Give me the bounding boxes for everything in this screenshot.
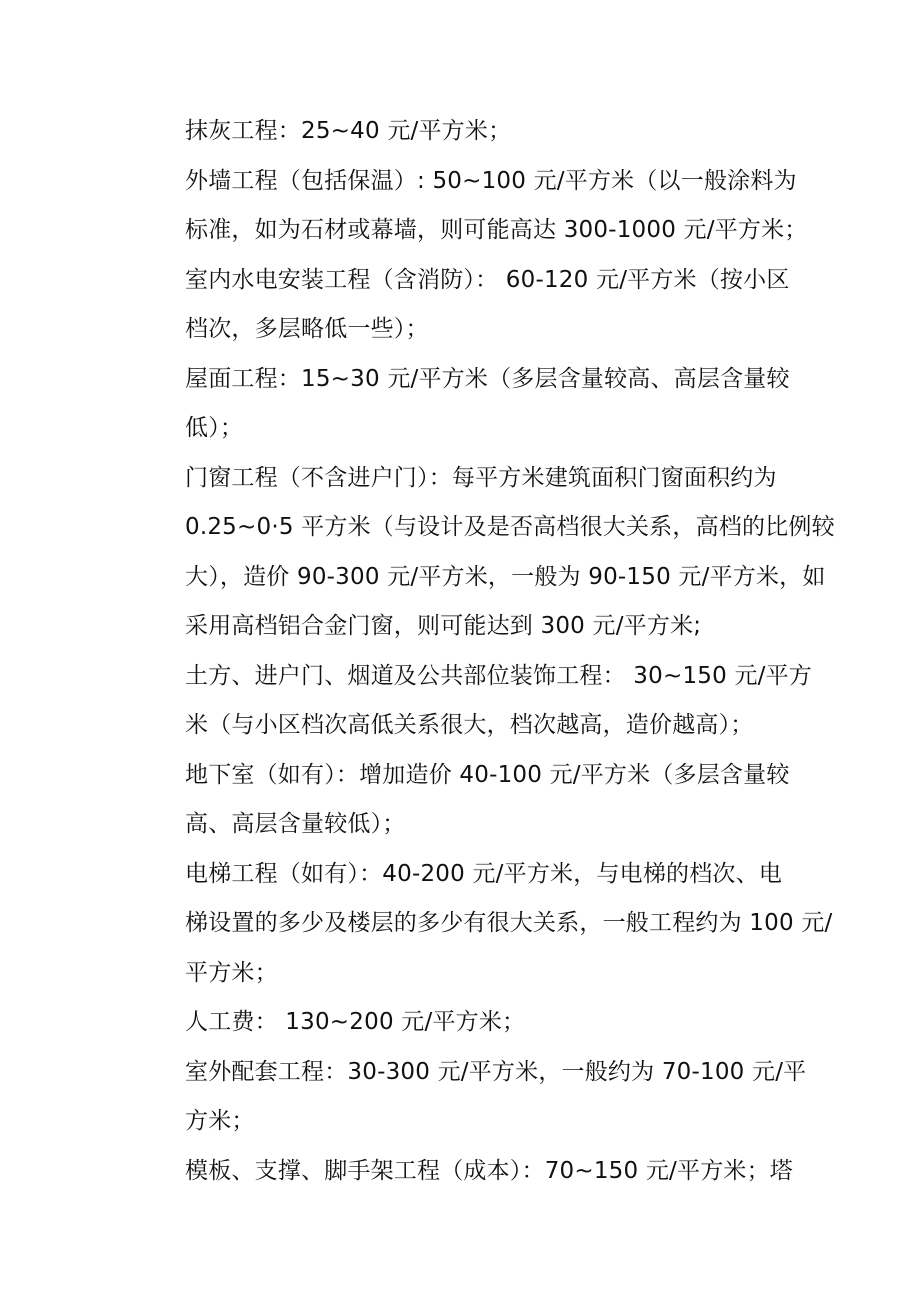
paragraph-line: 抹灰工程：25~40 元/平方米； bbox=[185, 118, 512, 144]
paragraph-doors-windows bbox=[163, 454, 835, 652]
paragraph-line: 方米； bbox=[185, 1108, 255, 1134]
paragraph-indoor-water-electric bbox=[163, 256, 798, 355]
paragraph-line: 采用高档铝合金门窗，则可能达到 300 元/平方米; bbox=[185, 613, 702, 639]
paragraph-outdoor-supporting bbox=[163, 1048, 807, 1147]
paragraph-line: 梯设置的多少及楼层的多少有很大关系，一般工程约为 100 元/ bbox=[185, 910, 833, 936]
paragraph-line: 门窗工程（不含进户门）：每平方米建筑面积门窗面积约为 bbox=[185, 464, 777, 491]
paragraph-line: 低）； bbox=[185, 415, 244, 441]
paragraph-line: 档次，多层略低一些）； bbox=[185, 316, 429, 342]
paragraph-plastering bbox=[163, 107, 798, 157]
paragraph-earthwork-public bbox=[163, 652, 813, 751]
paragraph-line: 0.25~0·5 平方米（与设计及是否高档很大关系，高档的比例较 bbox=[185, 514, 835, 540]
paragraph-line: 平方米； bbox=[185, 959, 278, 986]
paragraph-line: 地下室（如有）：增加造价 40-100 元/平方米（多层含量较 bbox=[185, 761, 790, 788]
document-body bbox=[163, 107, 835, 1196]
paragraph-line: 屋面工程：15~30 元/平方米（多层含量较高、高层含量较 bbox=[185, 365, 790, 392]
paragraph-basement bbox=[163, 751, 798, 850]
paragraph-line: 电梯工程（如有）：40-200 元/平方米，与电梯的档次、电 bbox=[185, 860, 783, 887]
paragraph-line: 模板、支撑、脚手架工程（成本）：70~150 元/平方米；塔 bbox=[185, 1157, 793, 1184]
paragraph-line: 外墙工程（包括保温）: 50~100 元/平方米（以一般涂料为 bbox=[185, 167, 797, 194]
paragraph-elevator bbox=[163, 850, 833, 999]
paragraph-line: 人工费： 130~200 元/平方米； bbox=[185, 1009, 526, 1035]
paragraph-line: 大），造价 90-300 元/平方米，一般为 90-150 元/平方米，如 bbox=[185, 563, 826, 590]
paragraph-line: 高、高层含量较低）； bbox=[185, 811, 406, 837]
paragraph-labor bbox=[163, 998, 798, 1048]
paragraph-roofing bbox=[163, 355, 798, 454]
paragraph-exterior-wall bbox=[163, 157, 808, 256]
paragraph-formwork-scaffold bbox=[163, 1147, 798, 1197]
paragraph-line: 土方、进户门、烟道及公共部位装饰工程： 30~150 元/平方 bbox=[185, 662, 813, 689]
paragraph-line: 米（与小区档次高低关系很大，档次越高，造价越高）； bbox=[185, 712, 754, 738]
paragraph-line: 室外配套工程：30-300 元/平方米，一般约为 70-100 元/平 bbox=[185, 1058, 807, 1085]
paragraph-line: 室内水电安装工程（含消防）： 60-120 元/平方米（按小区 bbox=[185, 266, 790, 293]
paragraph-line: 标准，如为石材或幕墙，则可能高达 300-1000 元/平方米； bbox=[185, 217, 808, 243]
